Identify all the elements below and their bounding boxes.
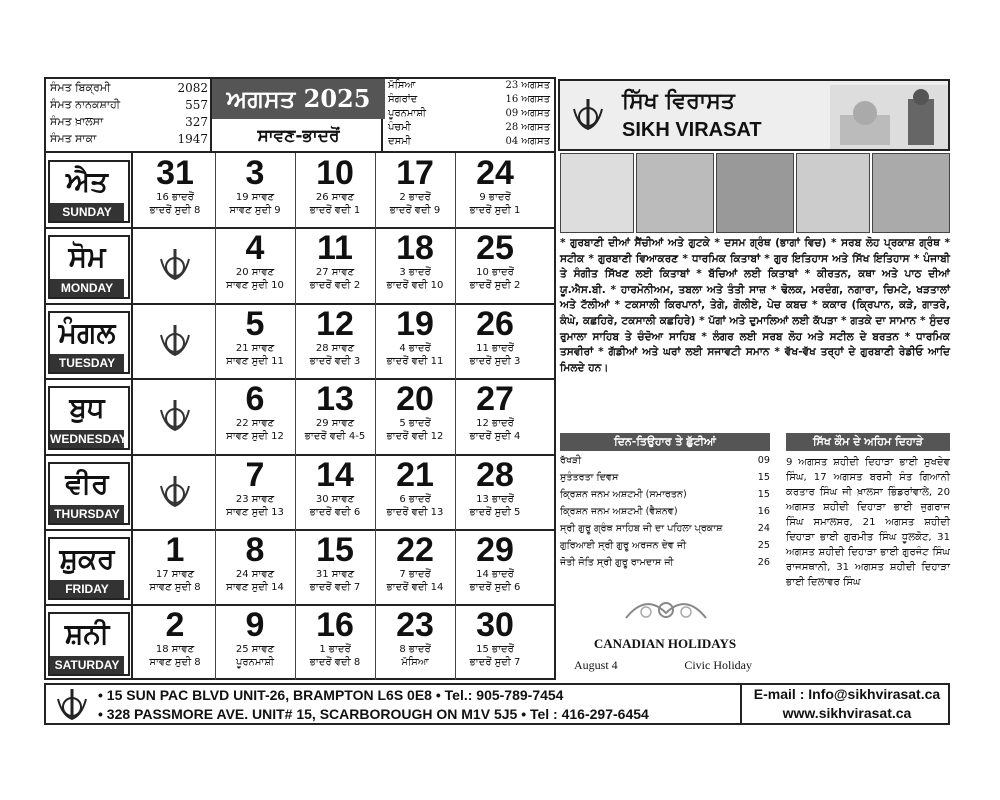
lunar-date: ਭਾਦਰੋਂ ਵਦੀ 10 [386,280,444,292]
flower-ornament-icon [616,588,716,632]
nanakshahi-date: 3 ਭਾਦਰੋਂ [399,267,431,279]
lunar-date: ਸਾਵਣ ਸੁਦੀ 13 [226,506,284,518]
lunar-date: ਭਾਦਰੋਂ ਸੁਦੀ 1 [469,205,521,216]
date-number: 20 [396,380,434,419]
lunar-date: ਸਾਵਣ ਸੁਦੀ 12 [226,431,284,443]
lunar-date: ਮੱਸਿਆ [401,657,429,669]
date-number: 26 [476,304,514,343]
calendar-date-cell[interactable] [135,155,215,217]
festival-row [560,472,770,489]
lunar-date: ਭਾਦਰੋਂ ਸੁਦੀ 6 [469,582,521,593]
photo-tabla [796,153,870,233]
date-number: 31 [156,154,194,192]
festivals-list [560,455,770,585]
nanakshahi-date: 17 ਸਾਵਣ [155,569,195,580]
lunar-date: ਭਾਦਰੋਂ ਵਦੀ 7 [309,582,361,593]
nanakshahi-date: 21 ਸਾਵਣ [235,342,275,354]
photo-harmonium [716,153,794,233]
nanakshahi-date: 31 ਸਾਵਣ [315,569,355,580]
date-number: 1 [165,531,185,569]
day-name-punjabi: ਬੁਧ [69,391,105,425]
lunar-date: ਭਾਦਰੋਂ ਵਦੀ 13 [386,506,444,518]
festival-day: 15 [757,489,770,500]
nanakshahi-date: 12 ਭਾਦਰੋਂ [476,418,514,430]
lunar-event-row [388,80,550,94]
calendar-date-cell[interactable] [375,532,455,594]
photo-swords [560,153,634,233]
lunar-date: ਸਾਵਣ ਸੁਦੀ 10 [226,280,284,292]
calendar-date-cell[interactable] [215,381,295,443]
festival-day: 15 [757,472,770,483]
day-label-tuesday [48,311,130,374]
calendar-date-cell[interactable] [215,155,295,217]
date-number: 9 [245,606,265,645]
lunar-event-row [388,122,550,136]
brand-name-punjabi: ਸਿੱਖ ਵਿਰਾਸਤ [622,89,735,114]
era-name: ਸੰਮਤ ਨਾਨਕਸ਼ਾਹੀ [50,98,121,111]
lunar-date: ਸਾਵਣ ਸੁਦੀ 8 [149,582,201,593]
lunar-date: ਭਾਦਰੋਂ ਵਦੀ 9 [389,205,441,216]
nanakshahi-date: 23 ਸਾਵਣ [235,493,275,505]
calendar-date-cell[interactable] [375,607,455,669]
festival-day: 09 [757,455,770,466]
era-year: 557 [185,98,208,112]
month-subtitle: ਸਾਵਣ-ਭਾਦਰੋਂ [257,126,340,146]
date-number: 24 [476,154,514,192]
lunar-event-name: ਮੱਸਿਆ [388,80,416,91]
lunar-event-row [388,136,550,150]
khanda-emblem-icon [155,396,195,436]
calendar-date-cell[interactable] [135,532,215,594]
day-name-english: MONDAY [50,279,124,297]
date-number: 12 [316,304,354,343]
email-link[interactable]: E-mail : Info@sikhvirasat.ca [753,686,941,702]
date-number: 3 [245,154,265,192]
khanda-emblem-icon [155,245,195,285]
nanakshahi-date: 8 ਭਾਦਰੋਂ [399,644,431,656]
nanakshahi-date: 15 ਭਾਦਰੋਂ [476,644,514,656]
date-number: 4 [245,229,265,268]
day-label-saturday [48,612,130,675]
calendar-date-cell[interactable] [295,230,375,292]
calendar-date-cell[interactable] [375,155,455,217]
khanda-emblem-icon [568,95,608,135]
era-year: 2082 [177,81,208,95]
nanakshahi-date: 24 ਸਾਵਣ [235,569,275,580]
date-number: 6 [245,380,265,419]
date-number: 28 [476,455,514,494]
lunar-event-row [388,108,550,122]
date-number: 17 [396,154,434,192]
footer-contact [740,685,952,723]
calendar-date-cell[interactable] [455,381,535,443]
day-name-english: SUNDAY [50,203,124,221]
date-number: 23 [396,606,434,645]
nanakshahi-date: 10 ਭਾਦਰੋਂ [476,267,514,279]
festival-row [560,489,770,506]
lunar-date: ਭਾਦਰੋਂ ਵਦੀ 11 [386,355,444,367]
lunar-event-date: 04 ਅਗਸਤ [505,136,550,147]
lunar-event-name: ਸੰਗਰਾਂਦ [388,94,418,105]
calendar-date-cell[interactable] [375,230,455,292]
day-label-friday [48,537,130,600]
brand-banner [558,79,950,151]
nanakshahi-date: 18 ਸਾਵਣ [155,644,195,656]
festival-name: ਕ੍ਰਿਸ਼ਨ ਜਨਮ ਅਸ਼ਟਮੀ (ਵੈਸ਼ਨਵ) [560,506,678,517]
day-name-punjabi: ਐਤ [66,165,108,198]
golden-temple-illustration [830,85,948,149]
era-row [50,132,208,148]
lunar-date: ਸਾਵਣ ਸੁਦੀ 14 [226,582,284,593]
date-number: 15 [316,531,354,569]
calendar-date-cell[interactable] [295,381,375,443]
date-number: 27 [476,380,514,419]
sikh-days-text: 9 ਅਗਸਤ ਸ਼ਹੀਦੀ ਦਿਹਾੜਾ ਭਾਈ ਸੁਖਦੇਵ ਸਿੰਘ, 17 ਅਗਸਤ ਬਰਸੀ ਸੰਤ ਗਿਆਨੀ ਕਰਤਾਰ ਸਿੰਘ ਜੀ ਖ਼ਾਲਸਾ ਭਿੰਡਰਾਂਵਾਲੇ, 20 ਅਗਸਤ ਸ਼ਹੀਦੀ ਦਿਹਾੜਾ ਭਾਈ ਜੁਗਰਾਜ ਸਿੰਘ ਸਮਾਲਸਰ, 21 ਅਗਸਤ ਸ਼ਹੀਦੀ ਦਿਹਾੜਾ ਭਾਈ ਗੁਰਮੀਤ ਸਿੰਘ ਧੂਲਕੋਟ, 31 ਅਗਸਤ ਸ਼ਹੀਦੀ ਦਿਹਾੜਾ ਭਾਈ ਗੁਰਜੰਟ ਸਿੰਘ ਰਾਜਸਥਾਨੀ, 31 ਅਗਸਤ ਸ਼ਹੀਦੀ ਦਿਹਾੜਾ ਭਾਈ ਦਿਲਾਵਰ ਸਿੰਘ [786,457,950,588]
canadian-holidays-title: CANADIAN HOLIDAYS [593,636,737,651]
calendar-date-cell[interactable] [215,457,295,519]
day-name-english: TUESDAY [50,354,124,372]
nanakshahi-date: 26 ਸਾਵਣ [315,192,355,203]
era-name: ਸੰਮਤ ਸਾਕਾ [50,132,97,145]
lunar-events [386,79,554,151]
lunar-event-name: ਦਸਮੀ [388,136,411,147]
date-number: 18 [396,229,434,268]
day-name-punjabi: ਸ਼ੁਕਰ [59,542,115,575]
festival-day: 26 [757,557,770,568]
lunar-date: ਪੂਰਨਮਾਸ਼ੀ [235,657,274,669]
date-number: 13 [316,380,354,419]
festivals-header: ਦਿਨ-ਤਿਉਹਾਰ ਤੇ ਛੁੱਟੀਆਂ [560,433,770,451]
festival-name: ਸੁਤੰਤਰਤਾ ਦਿਵਸ [560,472,619,483]
calendar-date-cell[interactable] [455,155,535,217]
nanakshahi-date: 1 ਭਾਦਰੋਂ [319,644,351,656]
day-label-thursday [48,462,130,525]
festival-day: 16 [757,506,770,517]
date-number: 7 [245,455,265,494]
era-year: 1947 [177,132,208,146]
era-row [50,98,208,114]
day-name-english: FRIDAY [50,580,124,598]
footer [44,683,950,725]
date-number: 19 [396,304,434,343]
footer-khanda-icon [52,685,92,725]
nanakshahi-date: 16 ਭਾਦਰੋਂ [156,192,194,203]
date-number: 21 [396,455,434,494]
photo-books [636,153,714,233]
lunar-event-name: ਪੰਚਮੀ [388,122,411,133]
calendar-date-cell[interactable] [455,607,535,669]
calendar-date-cell[interactable] [215,306,295,368]
nanakshahi-date: 11 ਭਾਦਰੋਂ [476,342,514,354]
festival-row [560,506,770,523]
nanakshahi-date: 27 ਸਾਵਣ [315,267,355,279]
address-scarborough: • 328 PASSMORE AVE. UNIT# 15, SCARBOROUGH ON M1V 5J5 • Tel : 416-297-6454 [98,706,649,722]
lunar-date: ਭਾਦਰੋਂ ਵਦੀ 1 [309,205,361,216]
calendar-date-cell[interactable] [375,457,455,519]
festival-name: ਗੁਰਿਆਈ ਸ੍ਰੀ ਗੁਰੂ ਅਰਜਨ ਦੇਵ ਜੀ [560,540,687,551]
calendar-date-cell[interactable] [135,607,215,669]
calendar-date-cell[interactable] [295,306,375,368]
lunar-date: ਭਾਦਰੋਂ ਵਦੀ 2 [309,280,361,292]
day-name-punjabi: ਵੀਰ [65,466,109,500]
day-label-wednesday [48,386,130,449]
month-header [210,79,383,151]
lunar-date: ਭਾਦਰੋਂ ਸੁਦੀ 3 [469,355,521,367]
festival-row [560,540,770,557]
era-name: ਸੰਮਤ ਖ਼ਾਲਸਾ [50,115,104,128]
calendar-date-cell[interactable] [455,457,535,519]
footer-addresses [98,686,784,724]
lunar-date: ਭਾਦਰੋਂ ਵਦੀ 4-5 [304,431,366,443]
nanakshahi-date: 9 ਭਾਦਰੋਂ [479,192,511,203]
calendar-date-cell[interactable] [295,607,375,669]
lunar-event-date: 23 ਅਗਸਤ [505,80,550,91]
festival-name: ਰੱਖੜੀ [560,455,582,466]
products-description: * ਗੁਰਬਾਣੀ ਦੀਆਂ ਸੈਂਚੀਆਂ ਅਤੇ ਗੁਟਕੇ * ਦਸਮ ਗ੍ਰੰਥ (ਭਾਗਾਂ ਵਿਚ) * ਸਰਬ ਲੋਹ ਪ੍ਰਕਾਸ਼ ਗ੍ਰੰਥ * ਸਟੀਕ * ਗੁਰਬਾਣੀ ਵਿਆਕਰਣ * ਧਾਰਮਿਕ ਕਿਤਾਬਾਂ * ਗੁਰ ਇਤਿਹਾਸ ਅਤੇ ਸਿੱਖ ਇਤਿਹਾਸ * ਪੰਜਾਬੀ ਤੇ ਸੰਗੀਤ ਸਿੱਖਣ ਲਈ ਕਿਤਾਬਾਂ * ਬੱਚਿਆਂ ਲਈ ਕਿਤਾਬਾਂ * ਕੀਰਤਨ, ਕਥਾ ਅਤੇ ਪਾਠ ਦੀਆਂ ਯੂ.ਐਸ.ਬੀ. * ਹਾਰਮੋਨੀਅਮ, ਤਬਲਾ ਅਤੇ ਤੰਤੀ ਸਾਜ਼ * ਢੋਲਕ, ਮਰਦੰਗ, ਨਗਾਰਾ, ਚਿਮਟੇ, ਖੜਤਾਲਾਂ ਅਤੇ ਟੱਲੀਆਂ * ਟਕਸਾਲੀ ਕਿਰਪਾਨਾਂ, ਤੇਗੇ, ਗੋਲੀਏ, ਪੇਚ ਕਬਚ * ਕਕਾਰ (ਕ੍ਰਿਪਾਨ, ਕੜੇ, ਗਾਤਰੇ, ਕੰਘੇ, ਕਛਹਿਰੇ, ਟਕਸਾਲੀ ਕਛਹਿਰੇ) * ਪੱਗਾਂ ਅਤੇ ਦੁਮਾਲਿਆਂ ਲਈ ਕੱਪੜਾ * ਗਤਕੇ ਦਾ ਸਾਮਾਨ * ਸੁੰਦਰ ਰੁਮਾਲਾ ਸਾਹਿਬ ਤੇ ਚੰਦੋਆ ਸਾਹਿਬ * ਲੰਗਰ ਲਈ ਸਰਬ ਲੋਹ ਅਤੇ ਸਟੀਲ ਦੇ ਬਰਤਨ * ਧਾਰਮਿਕ ਤਸਵੀਰਾਂ * ਗੱਡੀਆਂ ਅਤੇ ਘਰਾਂ ਲਈ ਸਜਾਵਟੀ ਸਮਾਨ * ਵੱਖ-ਵੱਖ ਤਰ੍ਹਾਂ ਦੇ ਗੁਰਬਾਣੀ ਰੇਡੀਓ ਆਦਿ ਮਿਲਦੇ ਹਨ। [560,237,950,374]
date-number: 2 [165,606,185,645]
lunar-date: ਭਾਦਰੋਂ ਸੁਦੀ 8 [149,205,201,216]
lunar-date: ਭਾਦਰੋਂ ਸੁਦੀ 5 [469,506,521,518]
nanakshahi-date: 4 ਭਾਦਰੋਂ [399,342,431,354]
day-label-monday [48,235,130,298]
date-number: 10 [316,154,354,192]
day-label-sunday [48,160,130,223]
day-name-punjabi: ਸੋਮ [68,240,106,274]
brand-name-english: SIKH VIRASAT [622,119,762,141]
canadian-holiday-date: August 4 [574,658,618,672]
khanda-emblem-icon [155,472,195,512]
sikh-days-header: ਸਿੱਖ ਕੌਮ ਦੇ ਅਹਿਮ ਦਿਹਾੜੇ [786,433,950,451]
festival-row [560,557,770,574]
date-number: 8 [245,531,265,569]
address-brampton: • 15 SUN PAC BLVD UNIT-26, BRAMPTON L6S 0E8 • Tel.: 905-789-7454 [98,687,564,703]
lunar-event-date: 16 ਅਗਸਤ [505,94,550,105]
photo-bookshelf [872,153,950,233]
day-name-english: SATURDAY [50,656,124,674]
era-year: 327 [185,115,208,129]
date-number: 5 [245,304,265,343]
lunar-event-name: ਪੂਰਨਮਾਸ਼ੀ [388,108,427,119]
product-photos [560,153,948,233]
day-name-english: WEDNESDAY [50,431,127,446]
era-name: ਸੰਮਤ ਬਿਕ੍ਰਮੀ [50,81,111,94]
lunar-date: ਭਾਦਰੋਂ ਸੁਦੀ 7 [469,657,521,669]
festival-row [560,523,770,540]
calendar-date-cell[interactable] [295,457,375,519]
nanakshahi-date: 22 ਸਾਵਣ [235,418,275,430]
festival-row [560,455,770,472]
calendar-date-cell[interactable] [375,306,455,368]
nanakshahi-date: 19 ਸਾਵਣ [235,192,275,203]
era-table [46,79,210,151]
day-name-punjabi: ਸ਼ਨੀ [64,617,110,651]
date-number: 14 [316,455,354,494]
nanakshahi-date: 29 ਸਾਵਣ [315,418,355,430]
calendar-date-cell[interactable] [215,230,295,292]
canadian-holiday-row [574,658,752,673]
canadian-holiday-name: Civic Holiday [684,658,752,672]
khanda-emblem-icon [155,321,195,361]
festival-day: 25 [757,540,770,551]
calendar-date-cell[interactable] [455,532,535,594]
day-label-divider [131,153,133,680]
lunar-date: ਭਾਦਰੋਂ ਵਦੀ 8 [309,657,361,669]
nanakshahi-date: 30 ਸਾਵਣ [315,493,355,505]
festival-name: ਸ੍ਰੀ ਗੁਰੂ ਗ੍ਰੰਥ ਸਾਹਿਬ ਜੀ ਦਾ ਪਹਿਲਾ ਪ੍ਰਕਾਸ਼ [560,523,723,534]
date-number: 25 [476,229,514,268]
nanakshahi-date: 5 ਭਾਦਰੋਂ [399,418,431,430]
header-divider [44,151,556,153]
date-number: 16 [316,606,354,645]
lunar-date: ਭਾਦਰੋਂ ਵਦੀ 14 [386,582,444,593]
nanakshahi-date: 20 ਸਾਵਣ [235,267,275,279]
calendar-date-cell[interactable] [455,306,535,368]
festival-name: ਜੋਤੀ ਜੋਤਿ ਸ੍ਰੀ ਗੁਰੂ ਰਾਮਦਾਸ ਜੀ [560,557,674,568]
calendar-date-cell[interactable] [215,532,295,594]
calendar-date-cell[interactable] [455,230,535,292]
day-name-punjabi: ਮੰਗਲ [58,315,116,349]
date-number: 11 [317,229,353,268]
nanakshahi-date: 25 ਸਾਵਣ [235,644,275,656]
day-name-english: THURSDAY [50,505,124,523]
nanakshahi-date: 13 ਭਾਦਰੋਂ [476,493,514,505]
lunar-date: ਸਾਵਣ ਸੁਦੀ 9 [229,205,281,216]
lunar-date: ਭਾਦਰੋਂ ਵਦੀ 3 [309,355,361,367]
lunar-date: ਭਾਦਰੋਂ ਵਦੀ 12 [386,431,444,443]
festival-name: ਕ੍ਰਿਸ਼ਨ ਜਨਮ ਅਸ਼ਟਮੀ (ਸਮਾਰਤਨ) [560,489,687,500]
date-number: 22 [396,531,434,569]
lunar-date: ਭਾਦਰੋਂ ਸੁਦੀ 4 [469,431,521,443]
lunar-date: ਸਾਵਣ ਸੁਦੀ 8 [149,657,201,669]
calendar-date-cell[interactable] [215,607,295,669]
nanakshahi-date: 2 ਭਾਦਰੋਂ [399,192,431,203]
date-number: 29 [476,531,514,569]
nanakshahi-date: 28 ਸਾਵਣ [315,342,355,354]
festival-day: 24 [757,523,770,534]
website-link[interactable]: www.sikhvirasat.ca [782,705,912,721]
nanakshahi-date: 7 ਭਾਦਰੋਂ [399,569,431,580]
era-row [50,115,208,131]
lunar-event-date: 09 ਅਗਸਤ [505,108,550,119]
month-title: ਅਗਸਤ 2025 [212,79,385,119]
lunar-date: ਭਾਦਰੋਂ ਸੁਦੀ 2 [469,280,521,292]
calendar-date-cell[interactable] [375,381,455,443]
lunar-date: ਸਾਵਣ ਸੁਦੀ 11 [226,355,284,367]
lunar-event-row [388,94,550,108]
era-row [50,81,208,97]
nanakshahi-date: 6 ਭਾਦਰੋਂ [399,493,431,505]
lunar-date: ਭਾਦਰੋਂ ਵਦੀ 6 [309,506,361,518]
nanakshahi-date: 14 ਭਾਦਰੋਂ [476,569,514,580]
calendar-date-cell[interactable] [295,532,375,594]
date-number: 30 [476,606,514,645]
calendar-date-cell[interactable] [295,155,375,217]
lunar-event-date: 28 ਅਗਸਤ [505,122,550,133]
